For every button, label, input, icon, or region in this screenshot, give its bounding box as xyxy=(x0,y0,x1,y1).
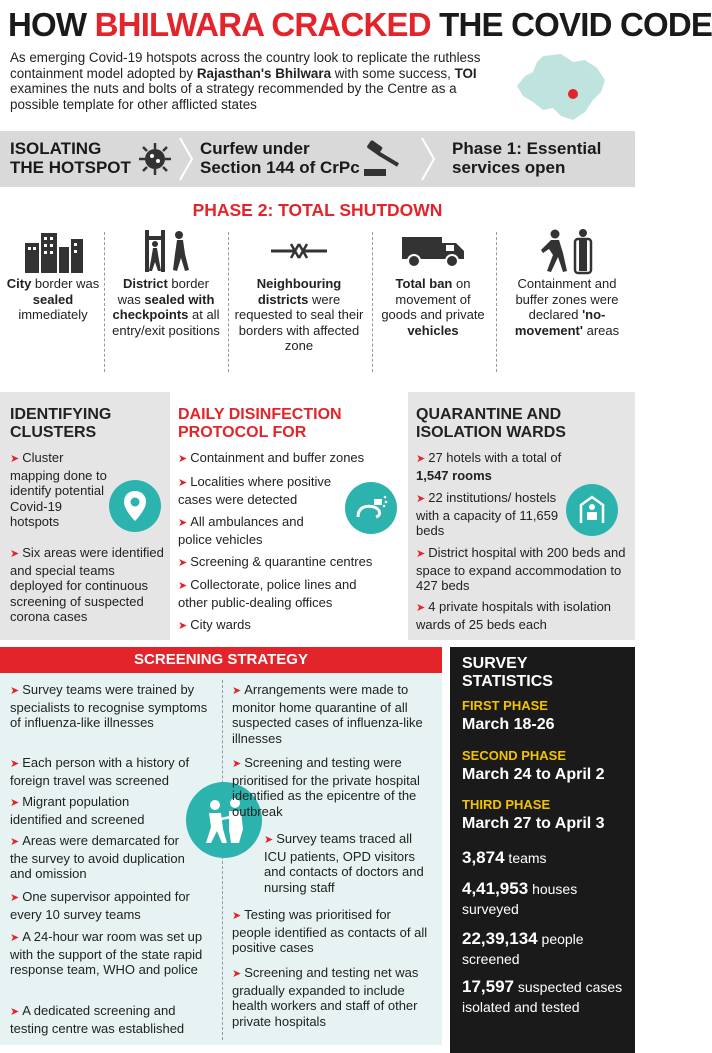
title-highlight: BHILWARA CRACKED xyxy=(94,6,431,43)
isolating-label: ISOLATING THE HOTSPOT xyxy=(10,139,131,177)
disinfection-heading: DAILY DISINFECTION PROTOCOL FOR xyxy=(178,406,342,441)
screening-right-bullet: ➤ Screening and testing were prioritised for the private hospital identified as the epicentre of the outbreak xyxy=(232,755,420,819)
phase2-item-city: City border was sealed immediately xyxy=(4,226,102,376)
stat-teams: 3,874 teams xyxy=(462,848,547,867)
screening-right-bullet: ➤ Screening and testing net was gradually expanded to include health workers and staff of other private hospitals xyxy=(232,965,419,1029)
phase2-items xyxy=(0,226,635,376)
phase-label: SECOND PHASE xyxy=(462,748,567,763)
screening-right-bullet: ➤ Survey teams traced all ICU patients, OPD visitors and contacts of doctors and nursing staff xyxy=(264,831,424,895)
gavel-icon xyxy=(362,139,406,179)
screening-left-bullet: ➤ A 24-hour war room was set up with the support of the state rapid response team, WHO and police xyxy=(10,929,203,977)
screening-left-bullet: ➤ Survey teams were trained by specialists to recognise symptoms of influenza-like illnesses xyxy=(10,682,208,730)
phase2-item-containment: Containment and buffer zones were declared 'no-movement' areas xyxy=(502,226,632,376)
disinfection-bullet: ➤ Screening & quarantine centres xyxy=(178,554,373,569)
title-part-3: THE COVID CODE xyxy=(430,6,712,43)
disinfection-bullet: ➤ Containment and buffer zones xyxy=(178,450,365,465)
disinfection-bullet: ➤ Localities where positive cases were detected xyxy=(178,474,332,507)
chevron-right-icon xyxy=(420,136,436,182)
quarantine-bullet: ➤ District hospital with 200 beds and space to expand accommodation to 427 beds xyxy=(416,545,626,593)
phase-label: THIRD PHASE xyxy=(462,797,551,812)
virus-icon xyxy=(137,141,173,177)
quarantine-bullet: ➤ 22 institutions/ hostels with a capacity of 11,659 beds xyxy=(416,490,559,538)
truck-icon xyxy=(400,233,466,269)
spray-hose-icon xyxy=(345,482,397,534)
phase2-item-neighbouring: Neighbouring districts were requested to seal their borders with affected zone xyxy=(234,226,364,376)
survey-panel xyxy=(450,647,635,1053)
stat-houses: 4,41,953 houses surveyed xyxy=(462,879,578,917)
page-title xyxy=(8,6,712,44)
clusters-bullet: ➤ Six areas were identified and special teams deployed for continuous screening of suspected corona cases xyxy=(10,545,164,624)
disinfection-bullet: ➤ Collectorate, police lines and other public-dealing offices xyxy=(178,577,357,610)
location-pin-icon xyxy=(109,480,161,532)
police-shield-icon xyxy=(539,227,595,275)
city-buildings-icon xyxy=(21,229,85,273)
disinfection-bullet: ➤ All ambulances and police vehicles xyxy=(178,514,304,547)
isolation-ward-icon xyxy=(566,484,618,536)
screening-left-bullet: ➤ One supervisor appointed for every 10 survey teams xyxy=(10,889,190,922)
phase2-item-district: District border was sealed with checkpoints at all entry/exit positions xyxy=(110,226,222,376)
clusters-bullet: ➤ Cluster mapping done to identify potential Covid-19 hotspots xyxy=(10,450,107,529)
survey-heading: SURVEY STATISTICS xyxy=(462,655,553,690)
screening-left-bullet: ➤ A dedicated screening and testing centre was established xyxy=(10,1003,185,1036)
screening-left-bullet: ➤ Migrant population identified and screened xyxy=(10,794,145,827)
title-part-1: HOW xyxy=(8,6,95,43)
intro-paragraph: As emerging Covid-19 hotspots across the country look to replicate the ruthless containment model adopted by Rajasthan's Bhilwara with some success, TOI examines the nuts and bolts of a strategy recommended by the Centre as a possible template for other afflicted states xyxy=(10,50,481,112)
phase1-label: Phase 1: Essential services open xyxy=(452,139,602,177)
screening-left-bullet: ➤ Areas were demarcated for the survey to avoid duplication and omission xyxy=(10,833,185,881)
disinfection-bullet: ➤ City wards xyxy=(178,617,251,632)
screening-left-bullet: ➤ Each person with a history of foreign travel was screened xyxy=(10,755,190,788)
quarantine-bullet: ➤ 27 hotels with a total of 1,547 rooms xyxy=(416,450,562,483)
phase2-item-total-ban: Total ban on movement of goods and private vehicles xyxy=(378,226,488,376)
phase-dates: March 27 to April 3 xyxy=(462,815,605,832)
phase-label: FIRST PHASE xyxy=(462,698,548,713)
stat-cases: 17,597 suspected cases isolated and tested xyxy=(462,977,623,1015)
stat-people: 22,39,134 people screened xyxy=(462,929,584,967)
chevron-right-icon xyxy=(178,136,194,182)
quarantine-bullet: ➤ 4 private hospitals with isolation wards of 25 beds each xyxy=(416,599,612,632)
phase-dates: March 18-26 xyxy=(462,716,555,733)
clusters-heading: IDENTIFYING CLUSTERS xyxy=(10,406,112,441)
barbed-wire-icon xyxy=(269,236,329,266)
phase-bar xyxy=(0,131,635,187)
quarantine-heading: QUARANTINE AND ISOLATION WARDS xyxy=(416,406,566,441)
screening-right-bullet: ➤ Arrangements were made to monitor home quarantine of all suspected cases of influenza-like illnesses xyxy=(232,682,423,746)
phase-dates: March 24 to April 2 xyxy=(462,766,605,783)
barricade-people-icon xyxy=(141,228,191,274)
curfew-label: Curfew under Section 144 of CrPc xyxy=(200,139,360,177)
phase2-heading: PHASE 2: TOTAL SHUTDOWN xyxy=(192,200,443,220)
screening-right-bullet: ➤ Testing was prioritised for people identified as contacts of all positive cases xyxy=(232,907,428,955)
screening-heading: SCREENING STRATEGY xyxy=(0,647,442,673)
rajasthan-map-icon xyxy=(513,52,613,124)
